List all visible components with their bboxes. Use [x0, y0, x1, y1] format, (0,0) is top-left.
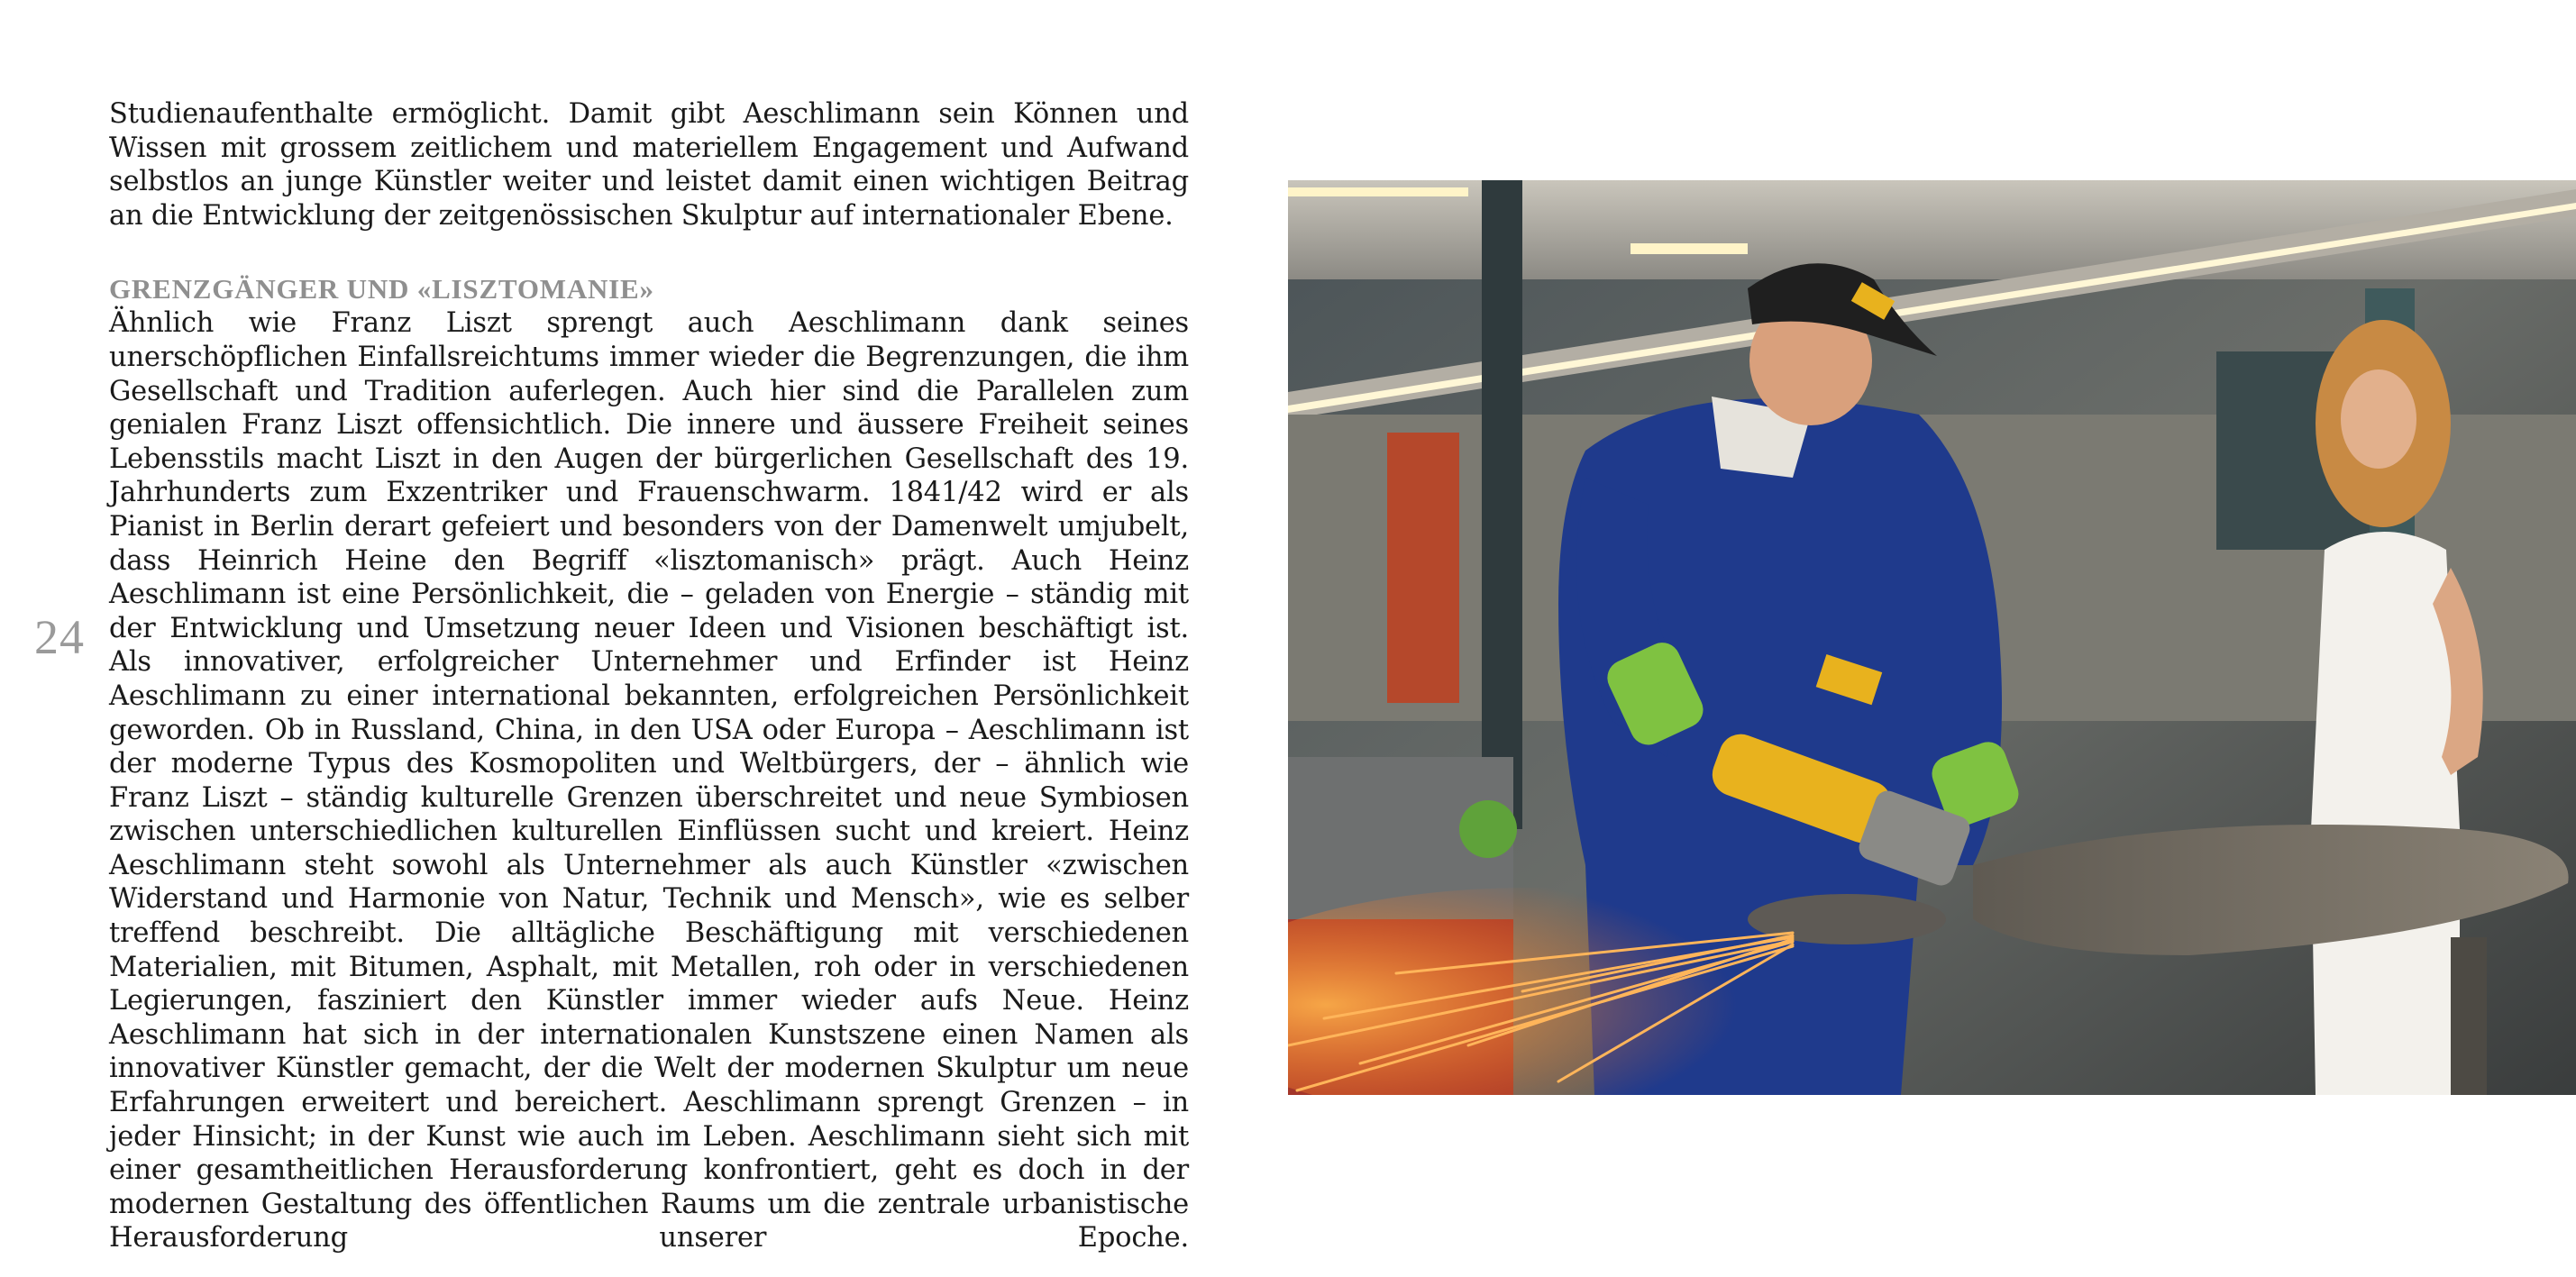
section-body: Ähnlich wie Franz Liszt sprengt auch Aeschlimann dank seines unerschöpflichen Einfallsreichtums immer wieder die Begrenzungen, die ihm Gesellschaft und Tradition auferlegen. Auch hier sind die Parallelen zum genialen Franz Liszt offensichtlich. Die innere und äussere Freiheit seines Lebensstils macht Liszt in den Augen der bürgerlichen Gesellschaft des 19. Jahrhunderts zum Exzentriker und Frauenschwarm. 1841/42 wird er als Pianist in Berlin derart gefeiert und besonders von der Damenwelt umjubelt, dass Heinrich Heine den Begriff «lisztomanisch» prägt. Auch Heinz Aeschlimann ist eine Persönlichkeit, die – geladen von Energie – ständig mit der Entwicklung und Umsetzung neuer Ideen und Visionen beschäftigt ist. Als innovativer, erfolgreicher Unternehmer und Erfinder ist Heinz Aeschlimann zu einer international bekannten, erfolgreichen Persönlichkeit geworden. Ob in Russland, China, in den USA oder Europa – Aeschlimann ist der moderne Typus des Kosmopoliten und Weltbürgers, der – ähnlich wie Franz Liszt – ständig kulturelle Grenzen überschreitet und neue Symbiosen zwischen unterschiedlichen kulturellen Einflüssen sucht und kreiert. Heinz Aeschlimann steht sowohl als Unternehmer als auch Künstler «zwischen Widerstand und Harmonie von Natur, Technik und Mensch», wie es selber treffend beschreibt. Die alltägliche Beschäftigung mit verschiedenen Materialien, mit Bitumen, Asphalt, mit Metallen, roh oder in verschiedenen Legierungen, fasziniert den Künstler immer wieder aufs Neue. Heinz Aeschlimann hat sich in der internationalen Kunstszene einen Namen als innovativer Künstler gemacht, der die Welt der modernen Skulptur um neue Erfahrungen erweitert und bereichert. Aeschlimann sprengt Grenzen – in jeder Hinsicht; in der Kunst wie auch im Leben. Aeschlimann sieht sich mit einer gesamtheitlichen Herausforderung konfrontiert, geht es doch in der modernen Gestaltung des öffentlichen Raums um die zentrale urbanistische Herausforderung unserer Epoche. [109, 307, 1189, 1254]
text-column [109, 97, 1189, 1255]
page-number: 24 [34, 610, 85, 664]
red-cabinet [1387, 433, 1459, 703]
intro-paragraph: Studienaufenthalte ermöglicht. Damit gibt Aeschlimann sein Können und Wissen mit grossem zeitlichem und materiellem Engagement und Aufwand selbstlos an junge Künstler weiter und leistet damit einen wichtigen Beitrag an die Entwicklung der zeitgenössischen Skulptur auf internationaler Ebene. [109, 98, 1189, 232]
table-leg [2451, 937, 2487, 1095]
steel-column-left [1482, 180, 1522, 829]
section-heading: GRENZGÄNGER UND «LISZTOMANIE» [109, 273, 654, 306]
workshop-photo-illustration [1288, 180, 2576, 1095]
photo [1288, 180, 2576, 1095]
ceiling-light-mid [1631, 243, 1748, 254]
woman-face [2341, 369, 2416, 469]
ceiling-light-left [1288, 187, 1468, 196]
green-gas-bottle [1459, 800, 1517, 858]
